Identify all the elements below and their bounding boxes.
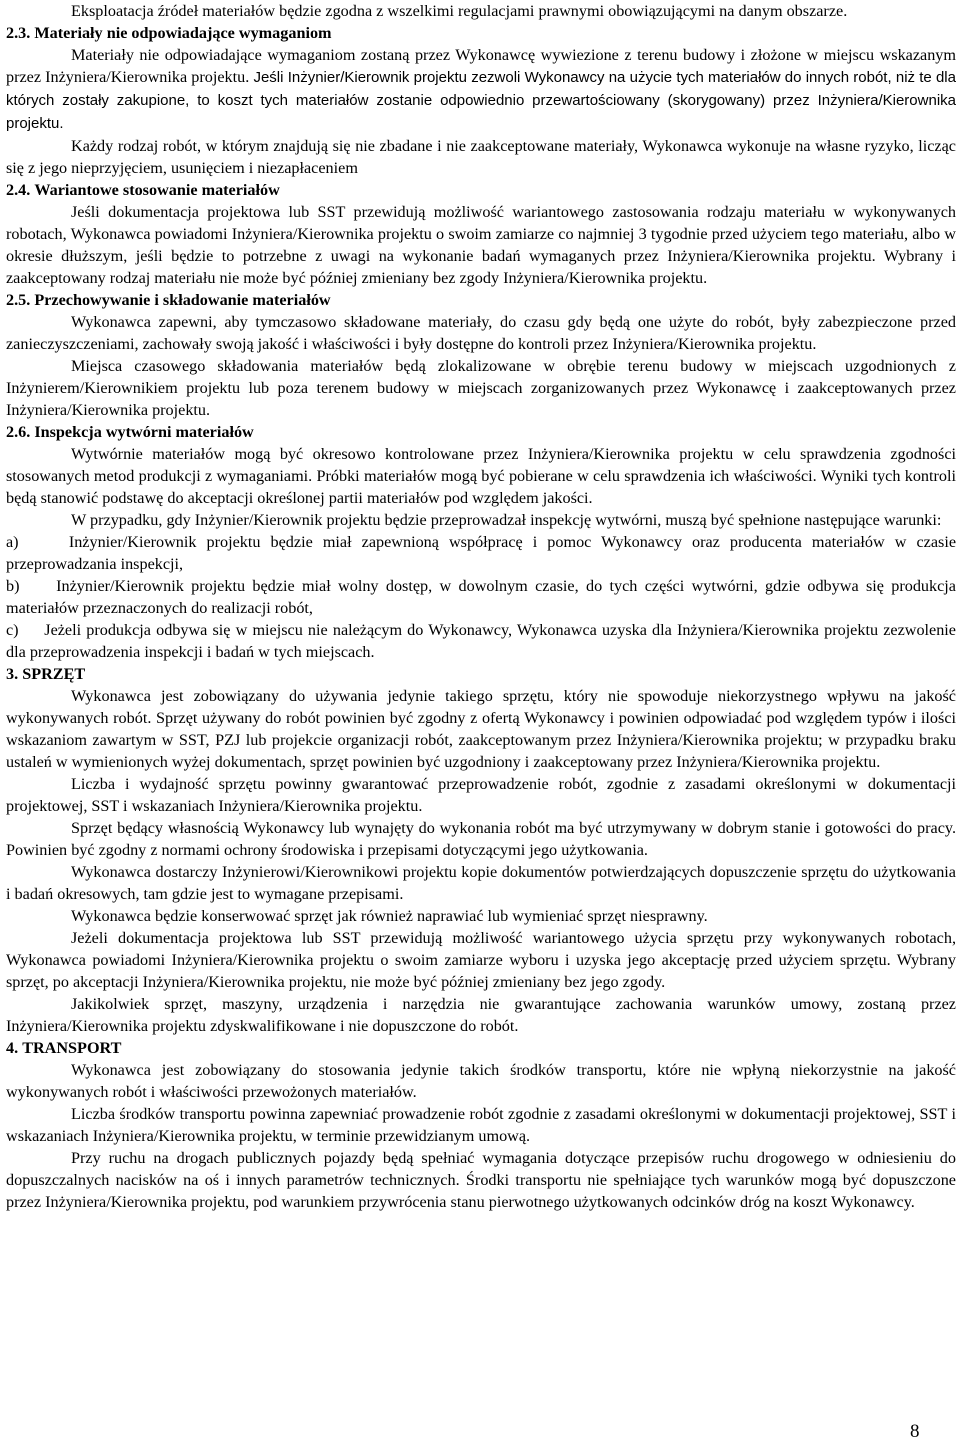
section-title: SPRZĘT xyxy=(22,665,86,683)
section-title: TRANSPORT xyxy=(22,1039,122,1057)
condition-item-a xyxy=(6,531,956,575)
list-marker: b) xyxy=(6,577,20,595)
section-number: 2.6. xyxy=(6,423,31,441)
section-3-paragraph-6: Jeżeli dokumentacja projektowa lub SST przewidują możliwość wariantowego użycia sprzętu przy wykonywanych robotach, Wykonawca powiadomi Inżyniera/Kierownika projektu o swoim zamiarze wyboru i uzyska jego akceptację przed użyciem sprzętu. Wybrany sprzęt, po akceptacji Inżyniera/Kierownika projektu, nie może być później zmieniany bez jego zgody. xyxy=(6,929,956,991)
section-2-3-paragraph-2: Każdy rodzaj robót, w którym znajdują się nie zbadane i nie zaakceptowane materiały, Wykonawca wykonuje na własne ryzyko, licząc się z jego nieprzyjęciem, usunięciem i niezapłaceniem xyxy=(6,137,956,177)
section-4-paragraph-3: Przy ruchu na drogach publicznych pojazdy będą spełniać wymagania dotyczące przepisów ruchu drogowego w odniesieniu do dopuszczalnych nacisków na oś i innych parametrów technicznych. Środki transportu nie spełniające tych warunków mogą być dopuszczone przez Inżyniera/Kierownika projektu, pod warunkiem przywrócenia stanu pierwotnego użytkowanych odcinków dróg na koszt Wykonawcy. xyxy=(6,1149,956,1211)
section-3-paragraph-7: Jakikolwiek sprzęt, maszyny, urządzenia i narzędzia nie gwarantujące zachowania warunków umowy, zostaną przez Inżyniera/Kierownika projektu zdyskwalifikowane i nie dopuszczone do robót. xyxy=(6,995,956,1035)
section-title: Materiały nie odpowiadające wymaganiom xyxy=(34,24,332,42)
list-item-text: Inżynier/Kierownik projektu będzie miał wolny dostęp, w dowolnym czasie, do tych części wytwórni, gdzie odbywa się produkcja materiałów przeznaczonych do realizacji robót, xyxy=(6,577,956,617)
section-number: 2.3. xyxy=(6,24,31,42)
section-2-5-heading xyxy=(6,289,956,311)
list-item-text: Jeżeli produkcja odbywa się w miejscu nie należącym do Wykonawcy, Wykonawca uzyska dla Inżyniera/Kierownika projektu zezwolenie dla przeprowadzenia inspekcji i badań w tych miejscach. xyxy=(6,621,956,661)
section-number: 3. xyxy=(6,665,19,683)
section-number: 2.4. xyxy=(6,181,31,199)
section-3-heading xyxy=(6,663,956,685)
section-2-3-heading xyxy=(6,22,956,44)
section-3-paragraph-4: Wykonawca dostarczy Inżynierowi/Kierownikowi projektu kopie dokumentów potwierdzających dopuszczenie sprzętu do użytkowania i badań okresowych, tam gdzie jest to wymagane przepisami. xyxy=(6,863,956,903)
section-2-4-paragraph-1: Jeśli dokumentacja projektowa lub SST przewidują możliwość wariantowego zastosowania rodzaju materiału w wykonywanych robotach, Wykonawca powiadomi Inżyniera/Kierownika projektu o swoim zamiarze co najmniej 3 tygodnie przed użyciem tego materiału, albo w okresie dłuższym, jeśli będzie to potrzebne z uwagi na wykonanie badań wymaganych przez Inżyniera/Kierownika projektu. Wybrany i zaakceptowany rodzaj materiału nie może być później zmieniany bez zgody Inżyniera/Kierownika projektu. xyxy=(6,203,956,287)
list-marker: c) xyxy=(6,621,19,639)
list-marker: a) xyxy=(6,533,19,551)
section-3-paragraph-5: Wykonawca będzie konserwować sprzęt jak również naprawiać lub wymieniać sprzęt niesprawny. xyxy=(71,907,708,925)
section-3-paragraph-1: Wykonawca jest zobowiązany do używania jedynie takiego sprzętu, który nie spowoduje niekorzystnego wpływu na jakość wykonywanych robót. Sprzęt używany do robót powinien być zgodny z ofertą Wykonawcy i powinien odpowiadać pod względem typów i ilości wskazaniom zawartym w SST, PZJ lub projekcie organizacji robót, zaakceptowanym przez Inżyniera/Kierownika projektu; w przypadku braku ustaleń w wymienionych wyżej dokumentach, sprzęt powinien być uzgodniony i zaakceptowany przez Inżyniera/Kierownika projektu. xyxy=(6,687,956,771)
condition-item-b xyxy=(6,575,956,619)
section-2-5-paragraph-2: Miejsca czasowego składowania materiałów będą zlokalizowane w obrębie terenu budowy w miejscach uzgodnionych z Inżynierem/Kierownikiem projektu lub poza terenem budowy w miejscach zorganizowanych przez Wykonawcę i zaakceptowanych przez Inżyniera/Kierownika projektu. xyxy=(6,357,956,419)
section-title: Inspekcja wytwórni materiałów xyxy=(34,423,254,441)
section-number: 4. xyxy=(6,1039,19,1057)
paragraph-text: Materiały nie odpowiadające wymaganiom zostaną przez Wykonawcę wywiezione z terenu budowy i złożone w miejscu wskazanym przez Inżyniera/Kierownika projektu. xyxy=(6,46,956,86)
document-page xyxy=(6,0,956,1213)
condition-item-c xyxy=(6,619,956,663)
section-3-paragraph-2: Liczba i wydajność sprzętu powinny gwarantować przeprowadzenie robót, zgodnie z zasadami określonymi w dokumentacji projektowej, SST i wskazaniach Inżyniera/Kierownika projektu. xyxy=(6,775,956,815)
section-2-5-paragraph-1: Wykonawca zapewni, aby tymczasowo składowane materiały, do czasu gdy będą one użyte do robót, były zabezpieczone przed zanieczyszczeniami, zachowały swoją jakość i właściwości i były dostępne do kontroli przez Inżyniera/Kierownika projektu. xyxy=(6,313,956,353)
paragraph-text-sans: Jeśli Inżynier/Kierownik projektu zezwoli Wykonawcy na użycie tych materiałów do innych robót, niż te dla których zostały zakupione, to koszt tych materiałów zostanie odpowiednio przewartościowany (skorygowany) przez Inżyniera/Kierownika projektu. xyxy=(6,69,956,132)
section-4-paragraph-2: Liczba środków transportu powinna zapewniać prowadzenie robót zgodnie z zasadami określonymi w dokumentacji projektowej, SST i wskazaniach Inżyniera/Kierownika projektu, w terminie przewidzianym umową. xyxy=(6,1105,956,1145)
section-4-heading xyxy=(6,1037,956,1059)
section-2-6-paragraph-1: Wytwórnie materiałów mogą być okresowo kontrolowane przez Inżyniera/Kierownika projektu w celu sprawdzenia zgodności stosowanych metod produkcji z wymaganiami. Próbki materiałów mogą być pobierane w celu sprawdzenia ich właściwości. Wyniki tych kontroli będą stanowić podstawę do akceptacji określonej partii materiałów pod względem jakości. xyxy=(6,445,956,507)
section-title: Przechowywanie i składowanie materiałów xyxy=(34,291,331,309)
section-2-3-paragraph-1 xyxy=(6,44,956,135)
section-2-4-heading xyxy=(6,179,956,201)
section-4-paragraph-1: Wykonawca jest zobowiązany do stosowania jedynie takich środków transportu, które nie wpłyną niekorzystnie na jakość wykonywanych robót i właściwości przewożonych materiałów. xyxy=(6,1061,956,1101)
page-number: 8 xyxy=(910,1421,920,1442)
section-title: Wariantowe stosowanie materiałów xyxy=(34,181,280,199)
intro-paragraph: Eksploatacja źródeł materiałów będzie zgodna z wszelkimi regulacjami prawnymi obowiązującymi na danym obszarze. xyxy=(71,2,848,20)
list-item-text: Inżynier/Kierownik projektu będzie miał zapewnioną współpracę i pomoc Wykonawcy oraz producenta materiałów w czasie przeprowadzania inspekcji, xyxy=(6,533,956,573)
section-2-6-heading xyxy=(6,421,956,443)
section-3-paragraph-3: Sprzęt będący własnością Wykonawcy lub wynajęty do wykonania robót ma być utrzymywany w dobrym stanie i gotowości do pracy. Powinien być zgodny z normami ochrony środowiska i przepisami dotyczącymi jego użytkowania. xyxy=(6,819,956,859)
section-2-6-paragraph-2: W przypadku, gdy Inżynier/Kierownik projektu będzie przeprowadzał inspekcję wytwórni, muszą być spełnione następujące warunki: xyxy=(71,511,942,529)
section-number: 2.5. xyxy=(6,291,31,309)
